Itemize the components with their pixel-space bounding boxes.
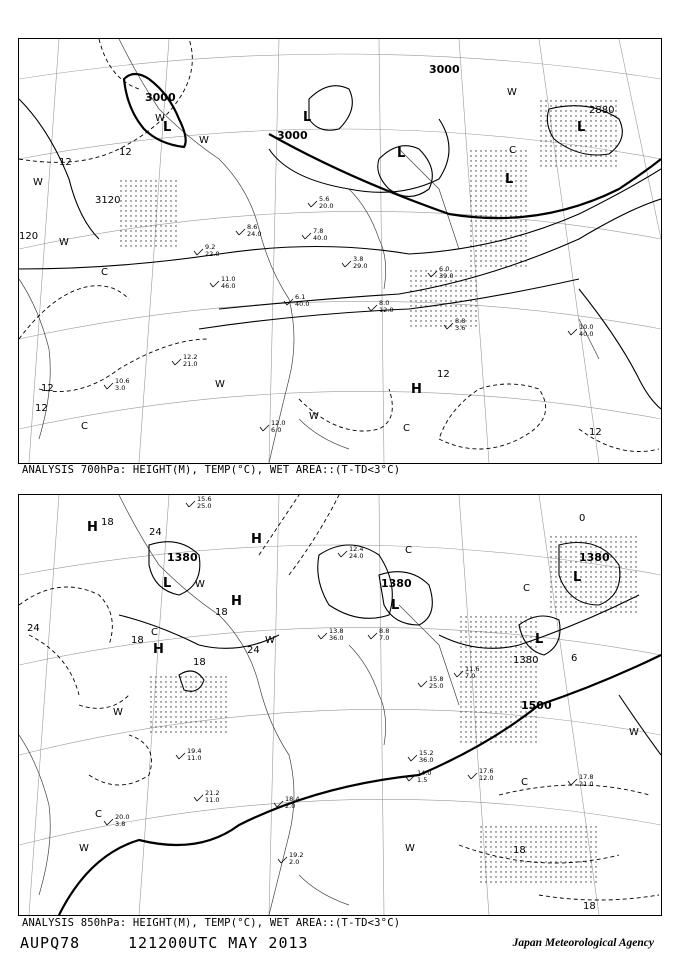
wind-barb-icon xyxy=(194,795,203,801)
panel-caption-700hpa: ANALYSIS 700hPa: HEIGHT(M), TEMP(°C), WET AREA::(T-TD<3°C) xyxy=(22,464,401,476)
station-temperature: 12.4 xyxy=(349,545,364,553)
temp-label: 24 xyxy=(27,623,40,634)
contour-label: 3000 xyxy=(145,91,176,104)
station-temperature: 20.0 xyxy=(115,813,130,821)
station-dewpoint-depression: 36.0 xyxy=(419,756,434,764)
temp-label: 24 xyxy=(247,645,260,656)
temp-label: 18 xyxy=(193,657,206,668)
station-temperature: 5.6 xyxy=(319,195,330,203)
station-temperature: 17.8 xyxy=(579,773,594,781)
low-pressure-center: L xyxy=(303,110,312,125)
wind-barb-icon xyxy=(318,633,327,639)
contour-label: 120 xyxy=(19,231,39,242)
station-temperature: 12.0 xyxy=(271,419,286,427)
contour-label: 1500 xyxy=(521,699,552,712)
contour-label: 1380 xyxy=(167,551,198,564)
station-temperature: 17.6 xyxy=(479,767,494,775)
map-panel-700hpa xyxy=(18,38,662,464)
contour-label: 3000 xyxy=(429,63,460,76)
wind-barb-icon xyxy=(342,261,351,267)
station-dewpoint-depression: 24.0 xyxy=(247,230,262,238)
wind-barb-icon xyxy=(104,819,113,825)
cold-air-label: C xyxy=(523,583,530,594)
station-temperature: 19.2 xyxy=(289,851,304,859)
temp-label: 12 xyxy=(119,147,132,158)
panel-caption-850hpa: ANALYSIS 850hPa: HEIGHT(M), TEMP(°C), WET AREA::(T-TD<3°C) xyxy=(22,917,401,929)
cold-air-label: C xyxy=(405,545,412,556)
high-pressure-center: H xyxy=(153,642,164,657)
temp-label: 12 xyxy=(59,157,72,168)
station-dewpoint-depression: 12.0 xyxy=(379,306,394,314)
station-plot xyxy=(418,675,443,690)
warm-air-label: W xyxy=(405,843,415,854)
wind-barb-icon xyxy=(194,249,203,255)
station-temperature: 21.2 xyxy=(205,789,220,797)
station-dewpoint-depression: 2.0 xyxy=(285,802,296,810)
warm-air-label: W xyxy=(507,87,517,98)
warm-air-label: W xyxy=(309,411,319,422)
temp-label: 12 xyxy=(437,369,450,380)
temp-label: 0 xyxy=(579,513,586,524)
contour-label: 1380 xyxy=(513,655,539,666)
station-temperature: 6.1 xyxy=(295,293,306,301)
contour-label: 1380 xyxy=(381,577,412,590)
wind-barb-icon xyxy=(568,329,577,335)
cold-air-label: C xyxy=(403,423,410,434)
warm-air-label: W xyxy=(215,379,225,390)
high-pressure-center: H xyxy=(411,382,422,397)
station-dewpoint-depression: 1.5 xyxy=(417,776,428,784)
station-plot xyxy=(260,419,285,434)
station-plot xyxy=(568,773,593,788)
station-temperature: 19.4 xyxy=(187,747,202,755)
low-pressure-center: L xyxy=(163,576,172,591)
station-temperature: 15.6 xyxy=(197,495,212,503)
map-850hpa-svg xyxy=(19,495,661,915)
map-700hpa-svg xyxy=(19,39,661,463)
station-temperature: 7.8 xyxy=(313,227,324,235)
station-temperature: 11.0 xyxy=(221,275,236,283)
chart-code: AUPQ78 xyxy=(20,934,81,952)
cold-air-label: C xyxy=(95,809,102,820)
station-temperature: 15.8 xyxy=(429,675,444,683)
station-temperature: 10.0 xyxy=(579,323,594,331)
warm-air-label: W xyxy=(199,135,209,146)
wind-barb-icon xyxy=(176,753,185,759)
low-pressure-center: L xyxy=(505,172,514,187)
low-pressure-center: L xyxy=(573,570,582,585)
cold-air-label: C xyxy=(509,145,516,156)
map-panel-850hpa xyxy=(18,494,662,916)
contour-label: 1380 xyxy=(579,551,610,564)
station-temperature: 15.2 xyxy=(419,749,434,757)
station-dewpoint-depression: 21.0 xyxy=(183,360,198,368)
wind-barb-icon xyxy=(186,501,195,507)
temp-label: 18 xyxy=(131,635,144,646)
low-pressure-center: L xyxy=(577,120,586,135)
high-pressure-center: H xyxy=(87,520,98,535)
high-pressure-center: H xyxy=(251,532,262,547)
low-pressure-center: L xyxy=(391,598,400,613)
wind-barb-icon xyxy=(368,633,377,639)
station-temperature: 11.6 xyxy=(465,665,480,673)
contour-label: 3120 xyxy=(95,195,121,206)
station-dewpoint-depression: 24.0 xyxy=(349,552,364,560)
station-dewpoint-depression: 46.0 xyxy=(221,282,236,290)
station-temperature: 10.6 xyxy=(115,377,130,385)
station-temperature: 8.8 xyxy=(455,317,466,325)
cold-air-label: C xyxy=(81,421,88,432)
station-plot xyxy=(194,789,219,804)
wind-barb-icon xyxy=(418,681,427,687)
high-pressure-center: H xyxy=(231,594,242,609)
station-temperature: 3.8 xyxy=(353,255,364,263)
station-temperature: 8.6 xyxy=(247,223,258,231)
station-plot xyxy=(186,495,211,510)
station-dewpoint-depression: 6.0 xyxy=(271,426,282,434)
station-dewpoint-depression: 40.0 xyxy=(313,234,328,242)
station-plot xyxy=(302,227,327,242)
warm-air-label: W xyxy=(33,177,43,188)
temp-label: 18 xyxy=(101,517,114,528)
station-temperature: 13.8 xyxy=(329,627,344,635)
station-plot xyxy=(468,767,493,782)
station-dewpoint-depression: 40.0 xyxy=(579,330,594,338)
low-pressure-center: L xyxy=(535,632,544,647)
station-dewpoint-depression: 25.0 xyxy=(429,682,444,690)
wind-barb-icon xyxy=(104,383,113,389)
station-plot xyxy=(176,747,201,762)
low-pressure-center: L xyxy=(397,146,406,161)
station-dewpoint-depression: 36.0 xyxy=(329,634,344,642)
station-temperature: 6.0 xyxy=(439,265,450,273)
wind-barb-icon xyxy=(408,755,417,761)
station-plot xyxy=(342,255,367,270)
contour-label: 3000 xyxy=(277,129,308,142)
station-dewpoint-depression: 22.0 xyxy=(205,250,220,258)
station-temperature: 8.8 xyxy=(379,627,390,635)
contour-label: 2880 xyxy=(589,105,615,116)
warm-air-label: W xyxy=(59,237,69,248)
station-temperature: 8.0 xyxy=(379,299,390,307)
temp-label: 24 xyxy=(149,527,162,538)
station-temperature: 14.0 xyxy=(417,769,432,777)
station-dewpoint-depression: 11.0 xyxy=(205,796,220,804)
station-plot xyxy=(368,627,389,642)
agency-credit: Japan Meteorological Agency xyxy=(512,937,654,949)
wind-barb-icon xyxy=(568,779,577,785)
station-dewpoint-depression: 3.0 xyxy=(115,384,126,392)
warm-air-label: W xyxy=(113,707,123,718)
station-temperature: 9.2 xyxy=(205,243,216,251)
station-dewpoint-depression: 7.0 xyxy=(465,672,476,680)
wind-barb-icon xyxy=(172,359,181,365)
station-plot xyxy=(308,195,333,210)
station-temperature: 18.4 xyxy=(285,795,300,803)
station-dewpoint-depression: 12.0 xyxy=(479,774,494,782)
station-dewpoint-depression: 7.0 xyxy=(379,634,390,642)
station-plot xyxy=(568,323,593,338)
station-plot xyxy=(210,275,235,290)
wind-barb-icon xyxy=(210,281,219,287)
temp-label: 18 xyxy=(583,901,596,912)
wind-barb-icon xyxy=(338,551,347,557)
station-dewpoint-depression: 21.0 xyxy=(579,780,594,788)
station-plot xyxy=(318,627,343,642)
low-pressure-center: L xyxy=(163,120,172,135)
warm-air-label: W xyxy=(195,579,205,590)
station-plot xyxy=(338,545,363,560)
station-plot xyxy=(172,353,197,368)
temp-label: 6 xyxy=(571,653,578,664)
station-dewpoint-depression: 11.0 xyxy=(187,754,202,762)
wind-barb-icon xyxy=(468,773,477,779)
temp-label: 12 xyxy=(35,403,48,414)
wind-barb-icon xyxy=(308,201,317,207)
temp-label: 12 xyxy=(41,383,54,394)
station-dewpoint-depression: 39.0 xyxy=(439,272,454,280)
station-temperature: 12.2 xyxy=(183,353,198,361)
warm-air-label: W xyxy=(629,727,639,738)
station-dewpoint-depression: 2.0 xyxy=(289,858,300,866)
temp-label: 12 xyxy=(589,427,602,438)
station-dewpoint-depression: 3.8 xyxy=(115,820,126,828)
wind-barb-icon xyxy=(302,233,311,239)
station-plot xyxy=(408,749,433,764)
temp-label: 18 xyxy=(215,607,228,618)
wind-barb-icon xyxy=(236,229,245,235)
warm-air-label: W xyxy=(79,843,89,854)
station-dewpoint-depression: 3.6 xyxy=(455,324,466,332)
station-dewpoint-depression: 20.0 xyxy=(319,202,334,210)
station-dewpoint-depression: 25.0 xyxy=(197,502,212,510)
station-dewpoint-depression: 29.0 xyxy=(353,262,368,270)
station-dewpoint-depression: 40.0 xyxy=(295,300,310,308)
cold-air-label: C xyxy=(521,777,528,788)
wind-barb-icon xyxy=(260,425,269,431)
warm-air-label: W xyxy=(155,113,165,124)
cold-air-label: C xyxy=(151,627,158,638)
temp-label: 18 xyxy=(513,845,526,856)
warm-air-label: W xyxy=(265,635,275,646)
station-plot xyxy=(104,377,129,392)
station-plot xyxy=(284,293,309,308)
wind-barb-icon xyxy=(368,305,377,311)
valid-time: 121200UTC MAY 2013 xyxy=(128,934,309,952)
station-plot xyxy=(194,243,219,258)
cold-air-label: C xyxy=(101,267,108,278)
